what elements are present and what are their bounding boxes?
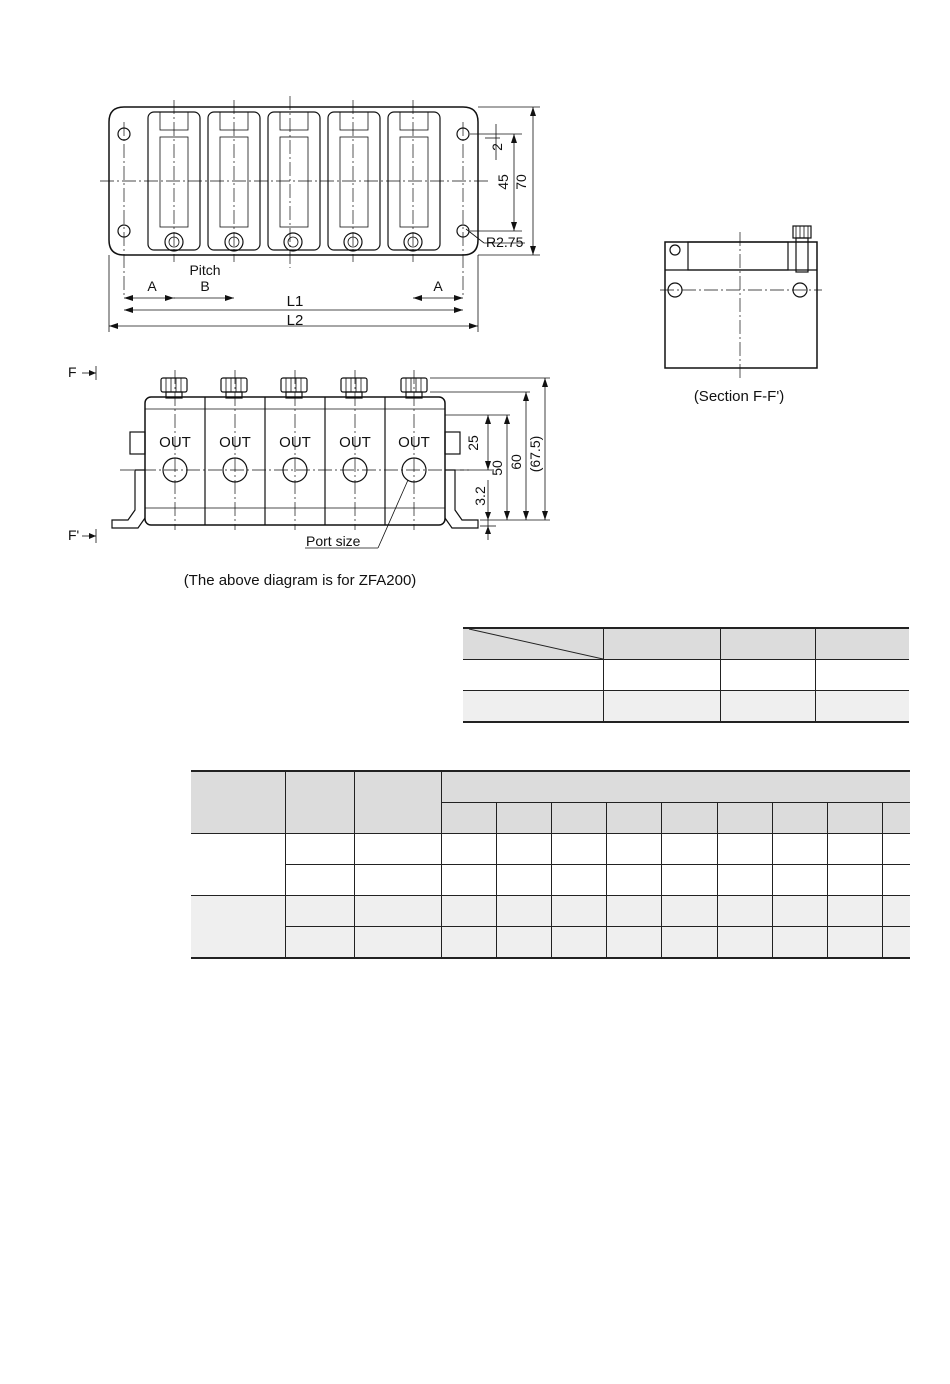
table-header-cell — [355, 771, 442, 834]
table-cell — [607, 834, 662, 865]
table-cell — [827, 834, 882, 865]
dimension-table-large — [191, 770, 910, 959]
table-cell — [191, 834, 286, 896]
table-cell — [497, 865, 552, 896]
table-row — [191, 865, 910, 896]
dim-50-label: 50 — [489, 460, 505, 476]
diagonal-divider — [463, 629, 603, 659]
table-cell — [286, 865, 355, 896]
front-view — [68, 364, 550, 589]
table-cell — [552, 865, 607, 896]
dim-3-2-label: 3.2 — [472, 486, 488, 506]
table-cell — [717, 865, 772, 896]
dimension-table-small — [463, 627, 909, 723]
table-cell — [662, 896, 717, 927]
table-cell — [497, 927, 552, 959]
table-cell — [772, 896, 827, 927]
radius-label: R2.75 — [486, 234, 524, 250]
table-header-cell — [604, 628, 721, 660]
section-mark-f-prime: F' — [68, 527, 80, 543]
port-size-label: Port size — [306, 533, 361, 549]
table-header-cell — [827, 803, 882, 834]
table-cell — [772, 865, 827, 896]
table-header-cell — [662, 803, 717, 834]
table-header-cell — [191, 771, 286, 834]
table-row — [191, 834, 910, 865]
table-corner-cell — [463, 628, 604, 660]
knob-3 — [281, 378, 307, 398]
table-row — [191, 927, 910, 959]
table-header-cell — [497, 803, 552, 834]
table-cell — [442, 865, 497, 896]
dim-25-label: 25 — [465, 435, 481, 451]
dim-l1-label: L1 — [286, 293, 304, 310]
table-cell — [604, 691, 721, 723]
table-cell — [497, 834, 552, 865]
table-cell — [827, 896, 882, 927]
table-header-row — [463, 628, 909, 660]
table-header-cell — [882, 803, 910, 834]
top-view — [100, 96, 540, 332]
table-cell — [607, 896, 662, 927]
table-cell — [552, 834, 607, 865]
table-cell — [882, 865, 910, 896]
table-cell — [607, 927, 662, 959]
pitch-label: Pitch — [189, 262, 221, 278]
table-cell — [721, 691, 816, 723]
table-cell — [355, 865, 442, 896]
table-cell — [607, 865, 662, 896]
table-cell — [355, 834, 442, 865]
dim-l2-label: L2 — [286, 312, 304, 329]
table-cell — [882, 927, 910, 959]
table-cell — [355, 927, 442, 959]
dim-60-label: 60 — [508, 454, 524, 470]
table-header-cell — [286, 771, 355, 834]
table-cell — [552, 896, 607, 927]
table-cell — [463, 691, 604, 723]
table-cell — [717, 896, 772, 927]
dim-2-label: 2 — [489, 143, 505, 151]
table-cell — [717, 834, 772, 865]
table-cell — [442, 834, 497, 865]
table-cell — [442, 896, 497, 927]
table-header-cell — [607, 803, 662, 834]
table-row — [191, 896, 910, 927]
table-header-cell — [816, 628, 910, 660]
table-header-cell — [717, 803, 772, 834]
table-cell — [552, 927, 607, 959]
out-label-1: OUT — [159, 434, 191, 451]
out-label-2: OUT — [219, 434, 251, 451]
dim-70-label: 70 — [513, 174, 529, 190]
dim-67-5-label: (67.5) — [527, 435, 543, 473]
dim-a-left-label: A — [147, 278, 157, 294]
diagram-caption: (The above diagram is for ZFA200) — [183, 572, 417, 589]
table-cell — [604, 660, 721, 691]
table-cell — [827, 927, 882, 959]
table-cell — [497, 896, 552, 927]
table-cell — [286, 927, 355, 959]
table-cell — [191, 896, 286, 959]
table-row — [463, 691, 909, 723]
table-cell — [662, 927, 717, 959]
section-mark-f: F — [68, 364, 77, 380]
table-cell — [816, 660, 910, 691]
knob-1 — [161, 378, 187, 398]
knob-2 — [221, 378, 247, 398]
table-header-cell — [552, 803, 607, 834]
table-header-cell — [442, 803, 497, 834]
table-cell — [772, 927, 827, 959]
table-cell — [827, 865, 882, 896]
table-cell — [286, 834, 355, 865]
table-cell — [772, 834, 827, 865]
table-cell — [662, 865, 717, 896]
table-row — [463, 660, 909, 691]
table-cell — [721, 660, 816, 691]
knob-4 — [341, 378, 367, 398]
dim-a-right-label: A — [433, 278, 443, 294]
table-header-cell — [721, 628, 816, 660]
table-cell — [355, 896, 442, 927]
out-label-5: OUT — [398, 434, 430, 451]
table-header-row — [191, 771, 910, 803]
table-header-cell — [772, 803, 827, 834]
dim-b-label: B — [200, 278, 210, 294]
table-cell — [463, 660, 604, 691]
out-label-4: OUT — [339, 434, 371, 451]
table-header-cell — [442, 771, 911, 803]
table-cell — [662, 834, 717, 865]
table-cell — [882, 834, 910, 865]
table-cell — [816, 691, 910, 723]
section-caption: (Section F-F') — [693, 388, 785, 405]
table-cell — [286, 896, 355, 927]
out-label-3: OUT — [279, 434, 311, 451]
table-cell — [882, 896, 910, 927]
table-cell — [717, 927, 772, 959]
dim-45-label: 45 — [495, 174, 511, 190]
section-view — [660, 226, 822, 405]
table-cell — [442, 927, 497, 959]
